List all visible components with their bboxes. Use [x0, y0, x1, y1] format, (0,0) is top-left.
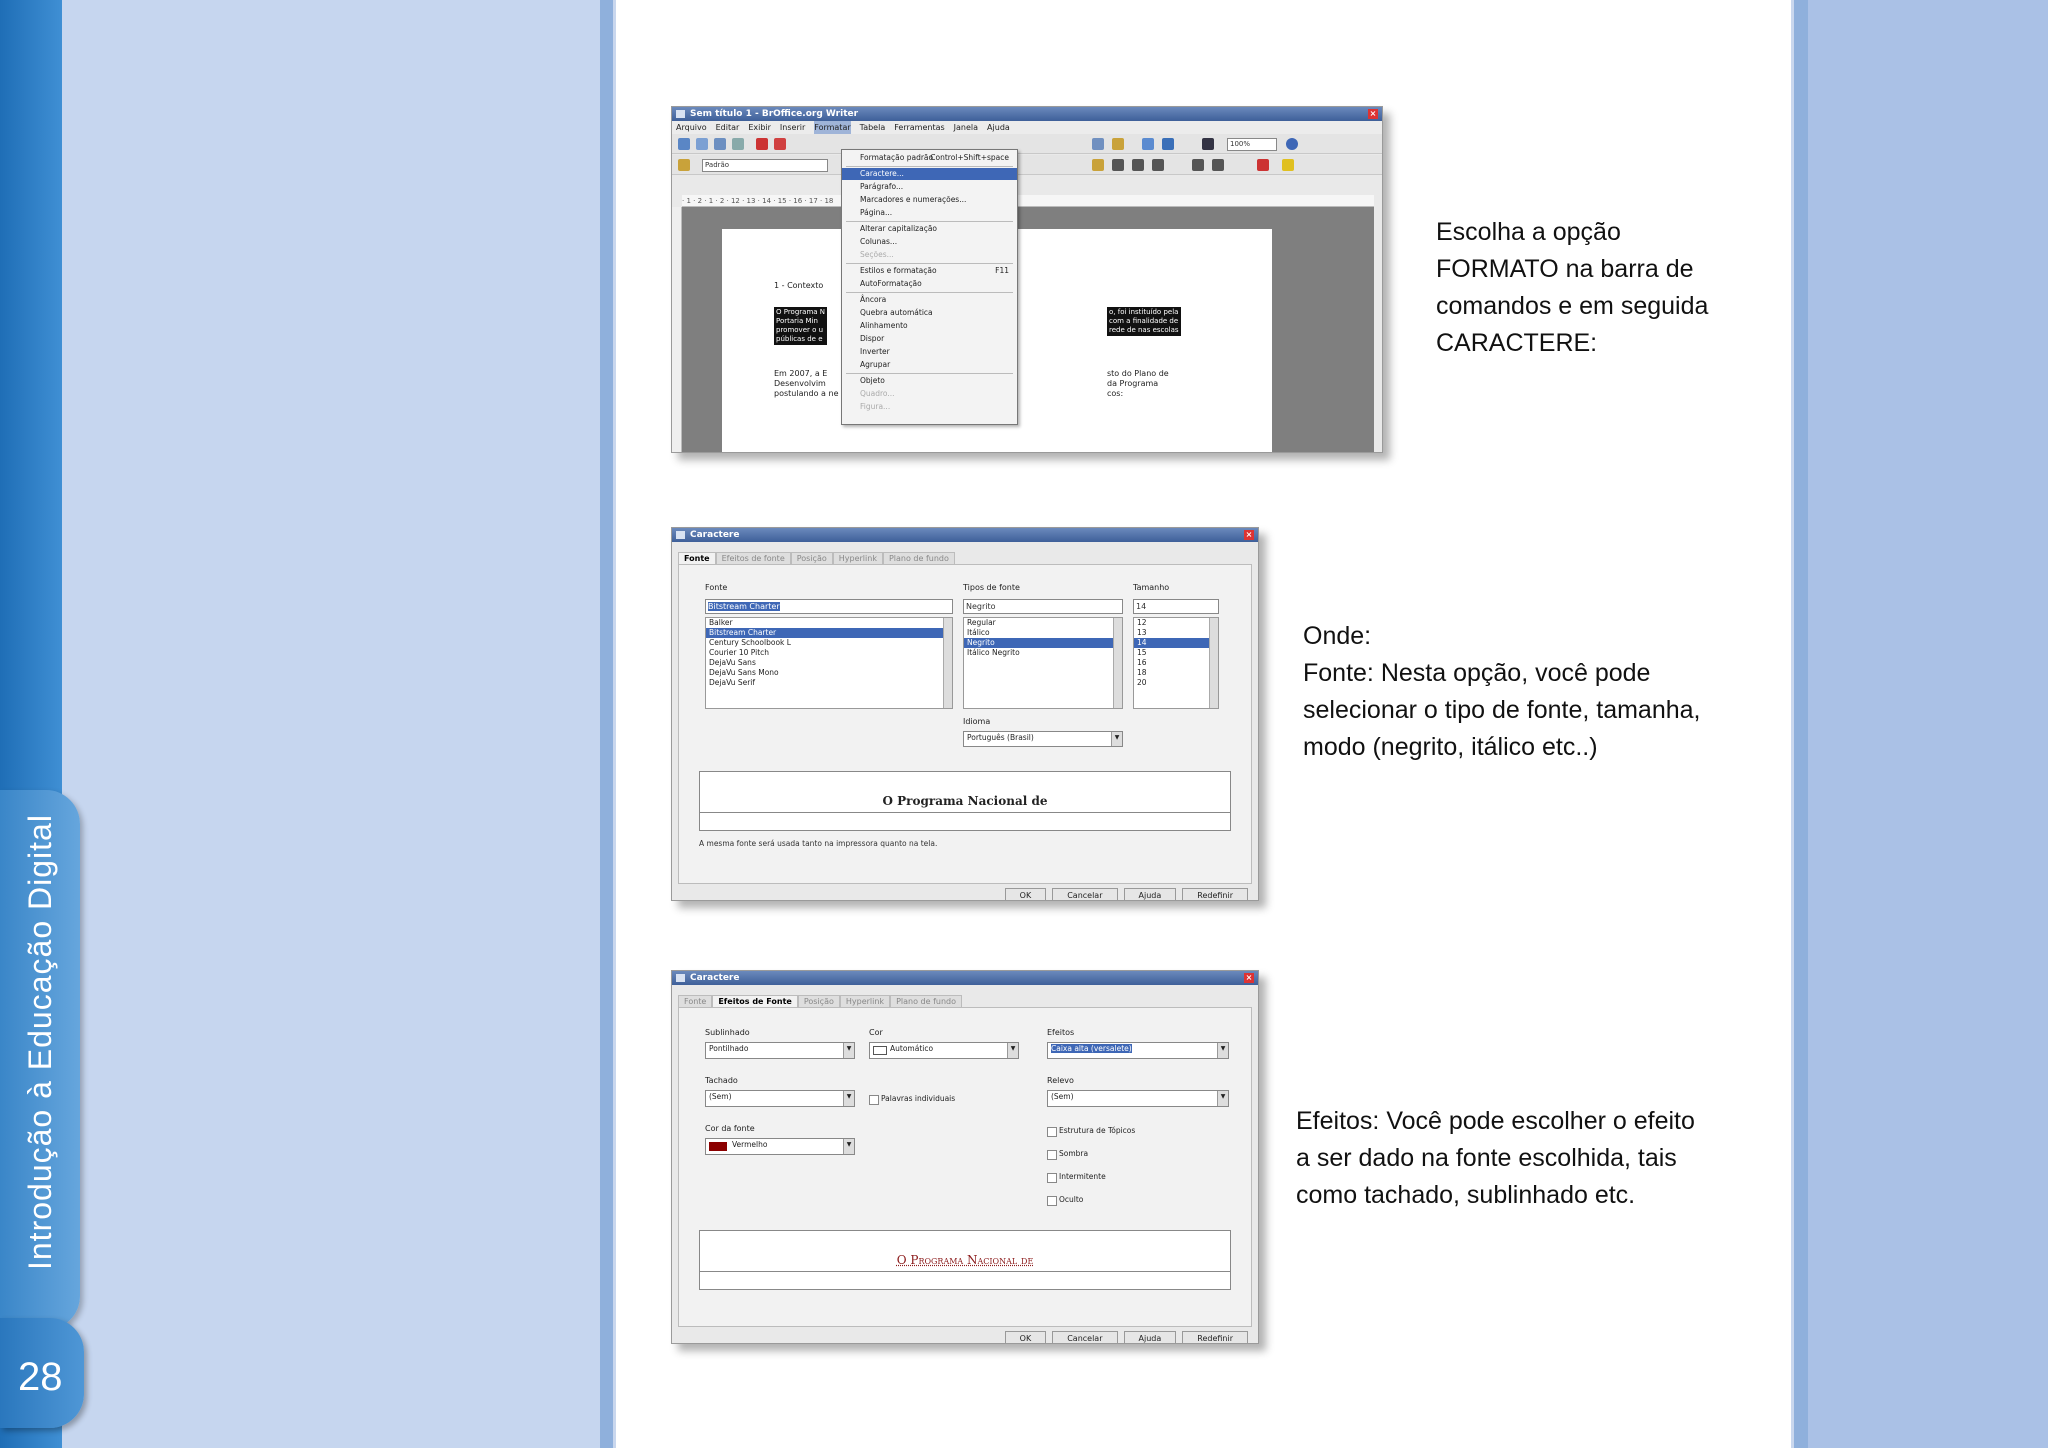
individual-words-checkbox[interactable]: Palavras individuais	[869, 1094, 955, 1104]
font-color-icon[interactable]	[1257, 159, 1269, 171]
character-dialog-font	[671, 527, 1259, 901]
cancelar-button[interactable]: Cancelar	[1052, 888, 1117, 901]
ajuda-button[interactable]: Ajuda	[1124, 888, 1177, 901]
bold-icon[interactable]	[1092, 159, 1104, 171]
ajuda-button[interactable]: Ajuda	[1124, 1331, 1177, 1344]
format-menu-item[interactable]	[842, 278, 1017, 290]
menu-formatar[interactable]: Formatar	[814, 123, 851, 132]
dialog1-title: Caractere	[690, 530, 740, 540]
format-menu-item-label: Quebra automática	[860, 308, 933, 317]
effects-label: Efeitos	[1047, 1028, 1075, 1037]
format-menu-item[interactable]	[842, 346, 1017, 358]
format-menu-item-label: AutoFormatação	[860, 279, 922, 288]
ok-button[interactable]: OK	[1005, 888, 1047, 901]
menu-shortcut: F11	[995, 266, 1009, 275]
list-scrollbar[interactable]	[1113, 618, 1122, 708]
vertical-ruler	[672, 207, 682, 452]
dialog1-titlebar	[672, 528, 1258, 542]
list-item[interactable]: 15	[1137, 648, 1147, 657]
list-item[interactable]: 14	[1134, 638, 1218, 648]
format-menu-item-label: Agrupar	[860, 360, 891, 369]
cancelar-button[interactable]: Cancelar	[1052, 1331, 1117, 1344]
color-select[interactable]: Automático ▼	[869, 1042, 1019, 1059]
format-menu-item[interactable]	[842, 194, 1017, 206]
help-icon[interactable]	[1286, 138, 1298, 150]
strikethrough-select[interactable]: (Sem) ▼	[705, 1090, 855, 1107]
redefinir-button[interactable]: Redefinir	[1182, 888, 1248, 901]
size-list[interactable]	[1133, 617, 1219, 709]
font-name-input[interactable]: Bitstream Charter	[705, 599, 953, 614]
format-menu-item[interactable]	[842, 168, 1017, 180]
styles-icon[interactable]	[678, 159, 690, 171]
typeface-input[interactable]: Negrito	[963, 599, 1123, 614]
list-item[interactable]: Itálico Negrito	[967, 648, 1020, 657]
list-item[interactable]: Bitstream Charter	[706, 628, 952, 638]
underline-select[interactable]: Pontilhado ▼	[705, 1042, 855, 1059]
format-menu-item-label: Estilos e formatação	[860, 266, 937, 275]
font-color-label: Cor da fonte	[705, 1124, 755, 1133]
format-menu-item[interactable]	[842, 320, 1017, 332]
horizontal-ruler: · 1 · 2 · 1 · 2 · 12 · 13 · 14 · 15 · 16 · 17 · 18	[682, 195, 1374, 207]
ok-button[interactable]: OK	[1005, 1331, 1047, 1344]
left-margin-background	[0, 0, 600, 1448]
hidden-checkbox[interactable]: Oculto	[1047, 1195, 1083, 1205]
list-item[interactable]: 20	[1137, 678, 1147, 687]
new-document-icon[interactable]	[678, 138, 690, 150]
page-number: 28	[18, 1355, 63, 1399]
dialog2-panel	[678, 1007, 1252, 1327]
doc-paragraph-left: Em 2007, a E Desenvolvim postulando a ne	[774, 369, 839, 398]
font-preview	[699, 771, 1231, 831]
format-menu-item-label: Colunas...	[860, 237, 898, 246]
menu-inserir[interactable]: Inserir	[779, 123, 806, 132]
shadow-checkbox[interactable]: Sombra	[1047, 1149, 1088, 1159]
list-item[interactable]: DejaVu Serif	[709, 678, 756, 687]
page-rail-left	[600, 0, 613, 1448]
menu-separator	[846, 166, 1013, 167]
navigator-icon[interactable]	[1162, 138, 1174, 150]
writer-window-title: Sem título 1 - BrOffice.org Writer	[690, 109, 859, 119]
strikethrough-label: Tachado	[705, 1076, 738, 1085]
relief-label: Relevo	[1047, 1076, 1074, 1085]
writer-menubar	[672, 121, 1382, 134]
tab-plano-de-fundo[interactable]: Plano de fundo	[883, 552, 955, 565]
list-scrollbar[interactable]	[1209, 618, 1218, 708]
format-menu-item-label: Alinhamento	[860, 321, 908, 330]
paragraph-style-box[interactable]: Padrão	[702, 159, 828, 172]
menu-separator	[846, 292, 1013, 293]
list-item[interactable]: 18	[1137, 668, 1147, 677]
chevron-down-icon: ▼	[1111, 732, 1122, 746]
menu-separator	[846, 263, 1013, 264]
dialog2-buttons	[1005, 1331, 1248, 1344]
pdf-icon[interactable]	[756, 138, 768, 150]
format-menu-item-label: Marcadores e numerações...	[860, 195, 967, 204]
list-item[interactable]: 16	[1137, 658, 1147, 667]
format-menu-item[interactable]	[842, 307, 1017, 319]
list-item[interactable]: 13	[1137, 628, 1147, 637]
menu-editar[interactable]: Editar	[715, 123, 740, 132]
effects-preview	[699, 1230, 1231, 1290]
format-menu-item-label: Inverter	[860, 347, 890, 356]
tab-fonte[interactable]: Fonte	[678, 995, 712, 1008]
tab-posição[interactable]: Posição	[791, 552, 833, 565]
menu-exibir[interactable]: Exibir	[748, 123, 771, 132]
blinking-checkbox[interactable]: Intermitente	[1047, 1172, 1106, 1182]
font-label: Fonte	[705, 583, 728, 592]
document-area	[682, 207, 1374, 452]
email-icon[interactable]	[732, 138, 744, 150]
language-select[interactable]: Português (Brasil) ▼	[963, 731, 1123, 747]
format-menu-item-label: Alterar capitalização	[860, 224, 938, 233]
highlight-icon[interactable]	[1282, 159, 1294, 171]
list-item[interactable]: 12	[1137, 618, 1147, 627]
format-menu-item[interactable]	[842, 207, 1017, 219]
format-menu-item	[842, 401, 1017, 413]
format-menu-item[interactable]	[842, 265, 1017, 277]
format-menu-item-label: Âncora	[860, 295, 887, 304]
standard-toolbar	[672, 134, 1382, 154]
doc-heading: 1 - Contexto	[774, 281, 824, 290]
dialog-icon	[676, 531, 685, 539]
format-menu-item-label: Quadro...	[860, 389, 895, 398]
tab-hyperlink[interactable]: Hyperlink	[840, 995, 890, 1008]
size-input[interactable]: 14	[1133, 599, 1219, 614]
draw-icon[interactable]	[1142, 138, 1154, 150]
chevron-down-icon: ▼	[1217, 1043, 1228, 1058]
tab-efeitos-de-fonte[interactable]: Efeitos de fonte	[716, 552, 791, 565]
typeface-list[interactable]	[963, 617, 1123, 709]
format-menu-item[interactable]	[842, 181, 1017, 193]
right-margin-background	[1808, 0, 2048, 1448]
cut-icon[interactable]	[774, 138, 786, 150]
underline-label: Sublinhado	[705, 1028, 750, 1037]
format-menu-item-label: Parágrafo...	[860, 182, 904, 191]
doc-paragraph-right: sto do Plano de da Programa cos:	[1107, 369, 1169, 398]
align-center-icon[interactable]	[1132, 159, 1144, 171]
dialog2-title: Caractere	[690, 973, 740, 983]
size-label: Tamanho	[1133, 583, 1170, 592]
menu-tabela[interactable]: Tabela	[859, 123, 886, 132]
caption-efeitos: Efeitos: Você pode escolher o efeito a ser dado na fonte escolhida, tais como tachado, sublinhado etc.	[1296, 1107, 1695, 1209]
printer-note: A mesma fonte será usada tanto na impressora quanto na tela.	[699, 839, 938, 848]
dialog-icon	[676, 974, 685, 982]
formatting-toolbar	[672, 155, 1382, 175]
format-menu-item[interactable]	[842, 152, 1017, 164]
dialog2-titlebar	[672, 971, 1258, 985]
preview-baseline	[700, 812, 1230, 813]
open-icon[interactable]	[696, 138, 708, 150]
menu-arquivo[interactable]: Arquivo	[676, 123, 707, 132]
preview-text: O Programa Nacional de	[882, 794, 1048, 808]
preview-text: O Programa Nacional de	[896, 1253, 1034, 1267]
format-menu-item-label: Formatação padrão	[860, 153, 934, 162]
list-item[interactable]: Century Schoolbook L	[709, 638, 791, 647]
effects-select[interactable]: Caixa alta (versalete) ▼	[1047, 1042, 1229, 1059]
align-right-icon[interactable]	[1152, 159, 1164, 171]
format-menu-item-label: Figura...	[860, 402, 891, 411]
dialog1-buttons	[1005, 888, 1248, 901]
caption-fonte: Onde: Fonte: Nesta opção, você pode selecionar o tipo de fonte, tamanha, modo (negrito, itálico etc..)	[1303, 622, 1701, 761]
sidebar-title: Introdução à Educação Digital	[22, 814, 58, 1270]
writer-titlebar	[672, 107, 1382, 121]
format-menu-item-label: Página...	[860, 208, 893, 217]
close-icon[interactable]: ×	[1369, 109, 1377, 118]
typeface-label: Tipos de fonte	[963, 583, 1020, 592]
format-menu-item-label: Seções...	[860, 250, 894, 259]
menu-ajuda[interactable]: Ajuda	[987, 123, 1010, 132]
font-list[interactable]	[705, 617, 953, 709]
close-icon[interactable]: ×	[1245, 973, 1253, 982]
app-icon	[676, 110, 685, 118]
format-menu-item	[842, 388, 1017, 400]
redefinir-button[interactable]: Redefinir	[1182, 1331, 1248, 1344]
format-menu-item-label: Objeto	[860, 376, 885, 385]
color-label: Cor	[869, 1028, 883, 1037]
chevron-down-icon: ▼	[843, 1139, 854, 1154]
save-icon[interactable]	[714, 138, 726, 150]
tab-hyperlink[interactable]: Hyperlink	[833, 552, 883, 565]
tab-posição[interactable]: Posição	[798, 995, 840, 1008]
relief-select[interactable]: (Sem) ▼	[1047, 1090, 1229, 1107]
chevron-down-icon: ▼	[843, 1043, 854, 1058]
zoom-box[interactable]: 100%	[1227, 138, 1277, 151]
table-icon[interactable]	[1092, 138, 1104, 150]
format-menu-item[interactable]	[842, 294, 1017, 306]
tab-efeitos-de-fonte[interactable]: Efeitos de Fonte	[712, 995, 798, 1008]
pilcrow-icon[interactable]	[1202, 138, 1214, 150]
format-menu-item[interactable]	[842, 359, 1017, 371]
chevron-down-icon: ▼	[1217, 1091, 1228, 1106]
format-menu-item-label: Dispor	[860, 334, 885, 343]
close-icon[interactable]: ×	[1245, 530, 1253, 539]
list-item[interactable]: Itálico	[967, 628, 990, 637]
format-dropdown-menu	[841, 149, 1018, 425]
outline-checkbox[interactable]: Estrutura de Tópicos	[1047, 1126, 1135, 1136]
list-item[interactable]: Courier 10 Pitch	[709, 648, 770, 657]
format-menu-item[interactable]	[842, 236, 1017, 248]
chevron-down-icon: ▼	[843, 1091, 854, 1106]
menu-ferramentas[interactable]: Ferramentas	[894, 123, 945, 132]
list-scrollbar[interactable]	[943, 618, 952, 708]
tab-fonte[interactable]: Fonte	[678, 552, 716, 565]
list-item[interactable]: Negrito	[964, 638, 1122, 648]
filter-icon[interactable]	[1112, 138, 1124, 150]
preview-baseline	[700, 1271, 1230, 1272]
list-item[interactable]: DejaVu Sans	[709, 658, 756, 667]
character-dialog-effects	[671, 970, 1259, 1344]
dialog1-panel	[678, 564, 1252, 884]
menu-janela[interactable]: Janela	[953, 123, 979, 132]
menu-separator	[846, 221, 1013, 222]
doc-selected-text-left: O Programa N Portaria Min promover o u públicas de e	[776, 308, 826, 343]
font-color-swatch	[709, 1142, 727, 1151]
caption-formato: Escolha a opção FORMATO na barra de comandos e em seguida CARACTERE:	[1436, 218, 1709, 357]
list-item[interactable]: Regular	[967, 618, 996, 627]
writer-screenshot	[671, 106, 1383, 453]
font-color-select[interactable]: Vermelho ▼	[705, 1138, 855, 1155]
page-rail-right	[1794, 0, 1808, 1448]
bullets-icon[interactable]	[1212, 159, 1224, 171]
language-label: Idioma	[963, 717, 991, 726]
format-menu-item[interactable]	[842, 333, 1017, 345]
format-menu-item[interactable]	[842, 375, 1017, 387]
tab-plano-de-fundo[interactable]: Plano de fundo	[890, 995, 962, 1008]
menu-shortcut: Control+Shift+space	[930, 153, 1009, 162]
format-menu-item-label: Caractere...	[860, 169, 904, 178]
menu-separator	[846, 373, 1013, 374]
numbering-icon[interactable]	[1192, 159, 1204, 171]
align-left-icon[interactable]	[1112, 159, 1124, 171]
format-menu-item[interactable]	[842, 223, 1017, 235]
format-menu-item	[842, 249, 1017, 261]
doc-selected-text-right: o, foi instituído pela com a finalidade de rede de nas escolas	[1109, 308, 1179, 334]
color-swatch	[873, 1046, 887, 1055]
list-item[interactable]: DejaVu Sans Mono	[709, 668, 779, 677]
chevron-down-icon: ▼	[1007, 1043, 1018, 1058]
list-item[interactable]: Balker	[709, 618, 733, 627]
